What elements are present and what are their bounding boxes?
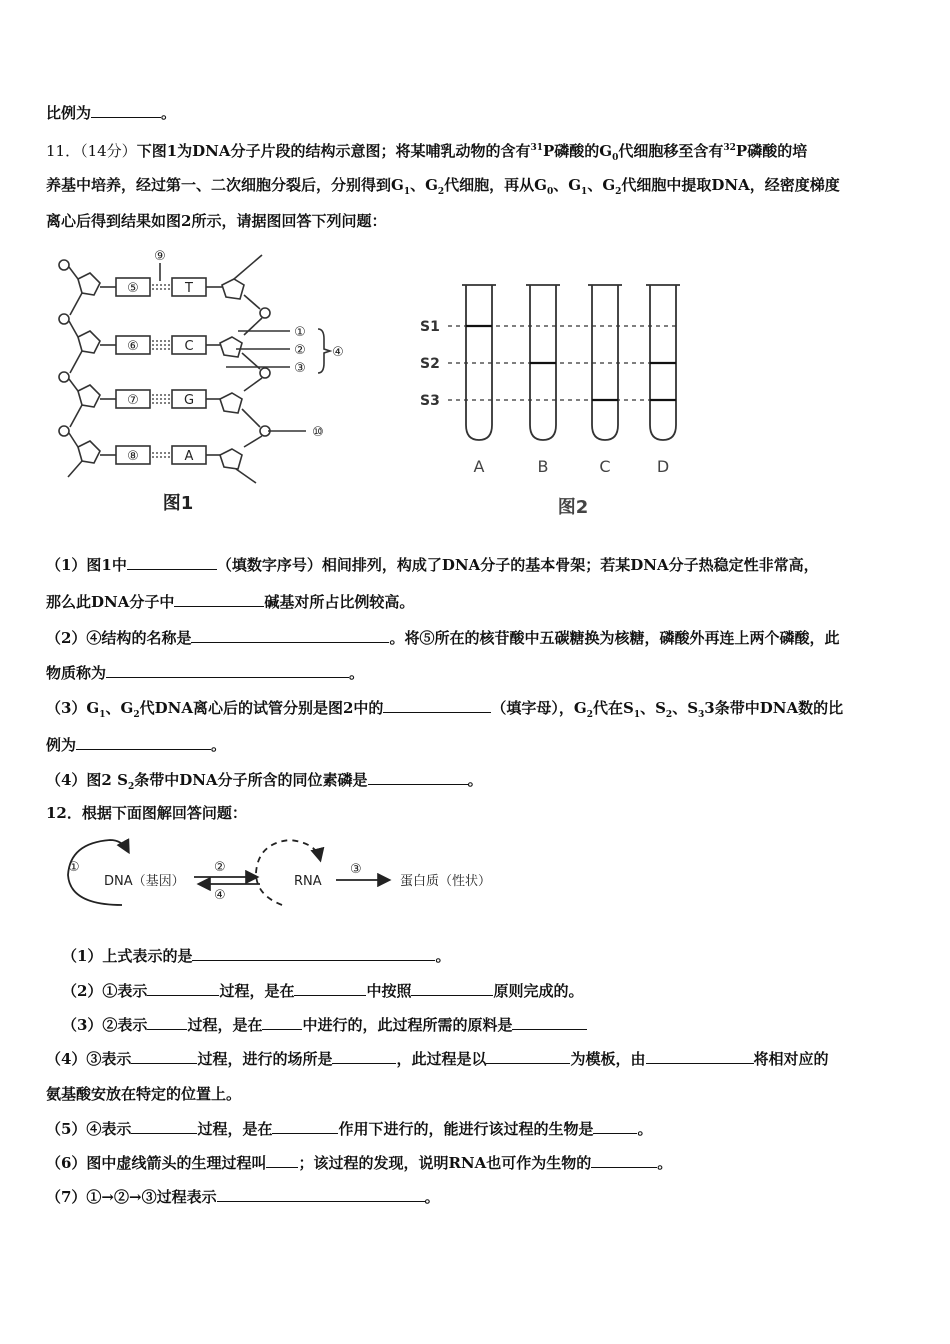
- svg-text:⑩: ⑩: [312, 425, 324, 440]
- q11-part2-line1: （2）④结构的名称是 。将⑤所在的核苷酸中五碳糖换为核糖，磷酸外再连上两个磷酸，此: [46, 629, 840, 647]
- answer-blank[interactable]: [332, 1049, 396, 1064]
- answer-blank[interactable]: [486, 1049, 570, 1064]
- svg-text:③: ③: [350, 862, 362, 877]
- svg-text:②: ②: [294, 343, 306, 358]
- svg-text:③: ③: [294, 361, 306, 376]
- figure-2-caption: 图2: [557, 497, 589, 518]
- answer-blank[interactable]: [192, 946, 435, 961]
- tube-label-c: C: [599, 457, 611, 476]
- svg-text:T: T: [185, 281, 193, 296]
- question-number: 11．（14分）: [46, 142, 137, 160]
- q12-part4-line1: （4）③表示 过程，进行的场所是 ，此过程是以 为模板，由 将相对应的: [46, 1050, 829, 1068]
- centrifuge-tubes-figure: [410, 275, 700, 520]
- answer-blank[interactable]: [174, 592, 264, 607]
- answer-blank[interactable]: [411, 981, 493, 996]
- protein-label: 蛋白质（性状）: [400, 874, 492, 889]
- svg-text:G: G: [183, 393, 195, 408]
- q12-part1-line: （1）上式表示的是 。: [62, 947, 451, 965]
- band-label-s3: S3: [420, 393, 440, 409]
- svg-text:⑤: ⑤: [127, 281, 139, 296]
- answer-blank[interactable]: [147, 981, 219, 996]
- band-label-s2: S2: [420, 356, 440, 372]
- answer-blank[interactable]: [591, 1153, 657, 1168]
- answer-blank[interactable]: [593, 1119, 637, 1134]
- q10-tail-text: 比例为: [46, 104, 92, 122]
- svg-text:⑥: ⑥: [127, 339, 139, 354]
- q11-part4-line: （4）图2 $S_2$条带中DNA分子所含的同位素磷是 。: [46, 771, 483, 792]
- q11-line2: 养基中培养，经过第一、二次细胞分裂后，分别得到$G_1$、$G_2$代细胞，再从$G_0$、$G_1$、$G_2$代细胞中提取DNA，经密度梯度: [46, 176, 840, 197]
- q12-part7-line: （7）①→②→③过程表示 。: [46, 1188, 440, 1206]
- q12-part6-line: （6）图中虚线箭头的生理过程叫 ；该过程的发现，说明RNA也可作为生物的 。: [46, 1154, 673, 1172]
- svg-text:④: ④: [214, 888, 226, 903]
- answer-blank[interactable]: [191, 628, 389, 643]
- q12-part4-line2: 氨基酸安放在特定的位置上。: [46, 1085, 242, 1103]
- rna-label: RNA: [294, 874, 322, 889]
- figure-1-caption: 图1: [162, 493, 194, 514]
- q12-part2-line: （2）①表示 过程，是在 中按照 原则完成的。: [62, 982, 584, 1000]
- central-dogma-diagram: [60, 835, 530, 915]
- svg-text:①: ①: [294, 325, 306, 340]
- band-label-s1: S1: [420, 319, 440, 335]
- answer-blank[interactable]: [217, 1187, 425, 1202]
- svg-text:A: A: [184, 449, 194, 464]
- deoxyribose-pentagon: [78, 273, 100, 295]
- q11-line3: 离心后得到结果如图2所示，请据图回答下列问题：: [46, 212, 387, 230]
- answer-blank[interactable]: [512, 1015, 587, 1030]
- answer-blank[interactable]: [262, 1015, 302, 1030]
- dna-gene-label: DNA（基因）: [104, 874, 185, 889]
- answer-blank[interactable]: [131, 1049, 197, 1064]
- label-9: ⑨: [154, 249, 166, 264]
- dna-structure-figure: [50, 245, 350, 520]
- tube-label-b: B: [537, 457, 549, 476]
- phosphate-circle: [59, 260, 69, 270]
- answer-blank[interactable]: [127, 555, 217, 570]
- answer-blank[interactable]: [368, 770, 468, 785]
- q10-tail-line: 比例为 。: [46, 104, 177, 122]
- tube-label-a: A: [473, 457, 485, 476]
- answer-blank[interactable]: [294, 981, 366, 996]
- answer-blank[interactable]: [646, 1049, 754, 1064]
- q12-part5-line: （5）④表示 过程，是在 作用下进行的，能进行该过程的生物是 。: [46, 1120, 653, 1138]
- q11-header-line: 11．（14分）下图1为DNA分子片段的结构示意图；将某哺乳动物的含有$^{31}$P磷酸的$G_0$代细胞移至含有$^{32}$P磷酸的培: [46, 142, 808, 163]
- answer-blank[interactable]: [147, 1015, 187, 1030]
- answer-blank[interactable]: [272, 1119, 338, 1134]
- answer-blank[interactable]: [91, 103, 161, 118]
- rna-replication-arrow: [256, 840, 320, 905]
- svg-text:⑦: ⑦: [127, 393, 139, 408]
- svg-text:②: ②: [214, 860, 226, 875]
- q11-part3-line2: 例为 。: [46, 736, 227, 754]
- q11-part2-line2: 物质称为 。: [46, 664, 365, 682]
- q11-part3-line1: $(3)G_1$、$G_2$代DNA离心后的试管分别是图2中的 （填字母），$G_2$代在$S_1$、$S_2$、$S_33$条带中DNA数的比: [46, 699, 844, 720]
- answer-blank[interactable]: [383, 698, 491, 713]
- answer-blank[interactable]: [76, 735, 211, 750]
- svg-text:C: C: [184, 339, 194, 354]
- answer-blank[interactable]: [106, 663, 349, 678]
- svg-text:①: ①: [68, 860, 80, 875]
- svg-text:④: ④: [332, 345, 344, 360]
- svg-text:⑧: ⑧: [127, 449, 139, 464]
- q12-part3-line: （3）②表示 过程，是在 中进行的，此过程所需的原料是: [62, 1015, 587, 1035]
- tube-label-d: D: [656, 457, 670, 476]
- answer-blank[interactable]: [131, 1119, 197, 1134]
- answer-blank[interactable]: [266, 1153, 298, 1168]
- q11-part1-line1: （1）图1中 （填数字序号）相间排列，构成了DNA分子的基本骨架；若某DNA分子热稳定性非常高，: [46, 556, 819, 574]
- q11-part1-line2: 那么此DNA分子中 碱基对所占比例较高。: [46, 593, 415, 611]
- q12-header-line: 12．根据下面图解回答问题：: [46, 804, 247, 822]
